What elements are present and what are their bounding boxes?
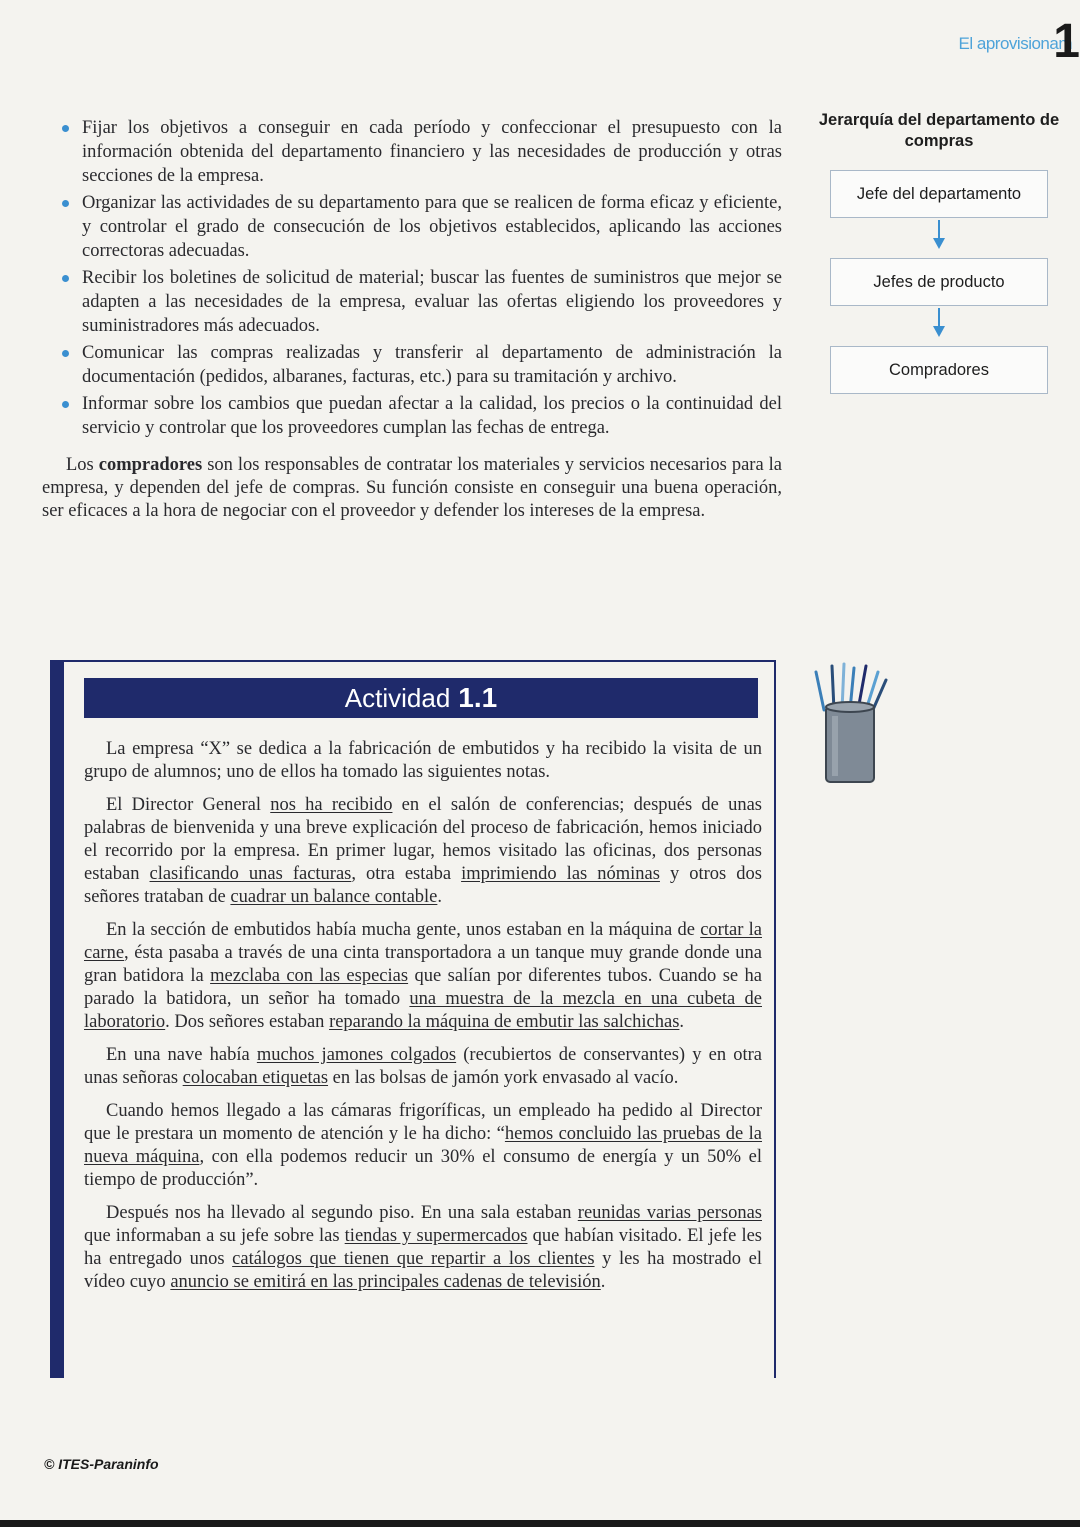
activity-paragraph: En la sección de embutidos había mucha gente, unos estaban en la máquina de cortar la carne, ésta pasaba a través de una cinta transportadora a un tanque muy grande donde una gran batidora la mezclaba con las especias que salían por diferentes tubos. Cuando se ha parado la batidora, un señor ha tomado una muestra de la mezcla en una cubeta de laboratorio. Dos señores estaban reparando la máquina de embutir las salchichas.: [84, 920, 762, 1032]
compradores-term: compradores: [98, 455, 203, 475]
hierarchy-box-compradores: Compradores: [830, 346, 1048, 394]
pencil-cup-icon: [810, 660, 890, 785]
activity-paragraph: Cuando hemos llegado a las cámaras frigoríficas, un empleado ha pedido al Director que le prestara un momento de atención y le ha dicho: “hemos concluido las pruebas de la nueva máquina, con ella podemos reducir un 30% el consumo de energía y un 50% el tiempo de producción”.: [84, 1101, 763, 1190]
hierarchy-title: Jerarquía del departamento de compras: [818, 111, 1060, 150]
bullet-icon: [62, 401, 69, 408]
activity-title-bar: [84, 678, 758, 718]
function-list: [62, 116, 782, 443]
copyright-footer: © ITES-Paraninfo: [44, 1456, 159, 1472]
bottom-divider: [0, 1520, 1080, 1527]
hierarchy-box-jefes-producto: Jefes de producto: [830, 258, 1048, 306]
activity-paragraph: En una nave había muchos jamones colgados (recubiertos de conservantes) y en otra unas señoras colocaban etiquetas en las bolsas de jamón york envasado al vacío.: [84, 1045, 763, 1088]
bullet-icon: [62, 200, 69, 207]
activity-number: 1.1: [458, 682, 498, 713]
list-item: Informar sobre los cambios que puedan afectar a la calidad, los precios o la continuidad del servicio y controlar que los proveedores cumplan las fechas de entrega.: [62, 392, 782, 440]
activity-body: [84, 738, 762, 1304]
arrow-down-icon: [930, 308, 948, 338]
activity-title: Actividad: [344, 682, 451, 713]
page-number: 1: [1053, 15, 1080, 68]
activity-paragraph: La empresa “X” se dedica a la fabricación de embutidos y ha recibido la visita de un grupo de alumnos; uno de ellos ha tomado las siguientes notas.: [84, 739, 762, 782]
bullet-icon: [62, 275, 69, 282]
bullet-icon: [62, 350, 69, 357]
running-header: El aprovisionam: [958, 34, 1072, 53]
bullet-icon: [62, 125, 69, 132]
arrow-down-icon: [930, 220, 948, 250]
hierarchy-box-jefe-departamento: Jefe del departamento: [830, 170, 1048, 218]
list-item: Organizar las actividades de su departamento para que se realicen de forma eficaz y eficiente, y controlar el grado de consecución de los objetivos establecidos, aplicando las acciones correctoras adecuadas.: [62, 191, 782, 263]
compradores-paragraph: Los compradores son los responsables de contratar los materiales y servicios necesarios para la empresa, y dependen del jefe de compras. Su función consiste en conseguir una buena operación, ser eficaces a la hora de negociar con el proveedor y defender los intereses de la empresa.: [42, 455, 782, 521]
activity-paragraph: El Director General nos ha recibido en el salón de conferencias; después de unas palabras de bienvenida y una breve explicación del proceso de fabricación, hemos iniciado el recorrido por la empresa. En primer lugar, hemos visitado las oficinas, dos personas estaban clasificando unas facturas, otra estaba imprimiendo las nóminas y otros dos señores trataban de cuadrar un balance contable.: [84, 795, 762, 907]
list-item: Fijar los objetivos a conseguir en cada período y confeccionar el presupuesto con la información obtenida del departamento financiero y las necesidades de producción y otras secciones de la empresa.: [62, 116, 782, 188]
activity-paragraph: Después nos ha llevado al segundo piso. En una sala estaban reunidas varias personas que informaban a su jefe sobre las tiendas y supermercados que habían visitado. El jefe les ha entregado unos catálogos que tienen que repartir a los clientes y les ha mostrado el vídeo cuyo anuncio se emitirá en las principales cadenas de televisión.: [84, 1203, 763, 1292]
list-item: Recibir los boletines de solicitud de material; buscar las fuentes de suministros que mejor se adapten a las necesidades de la empresa, evaluar las ofertas eligiendo los proveedores y suministradores más adecuados.: [62, 266, 782, 338]
list-item: Comunicar las compras realizadas y transferir al departamento de administración la documentación (pedidos, albaranes, facturas, etc.) para su tramitación y archivo.: [62, 341, 782, 389]
